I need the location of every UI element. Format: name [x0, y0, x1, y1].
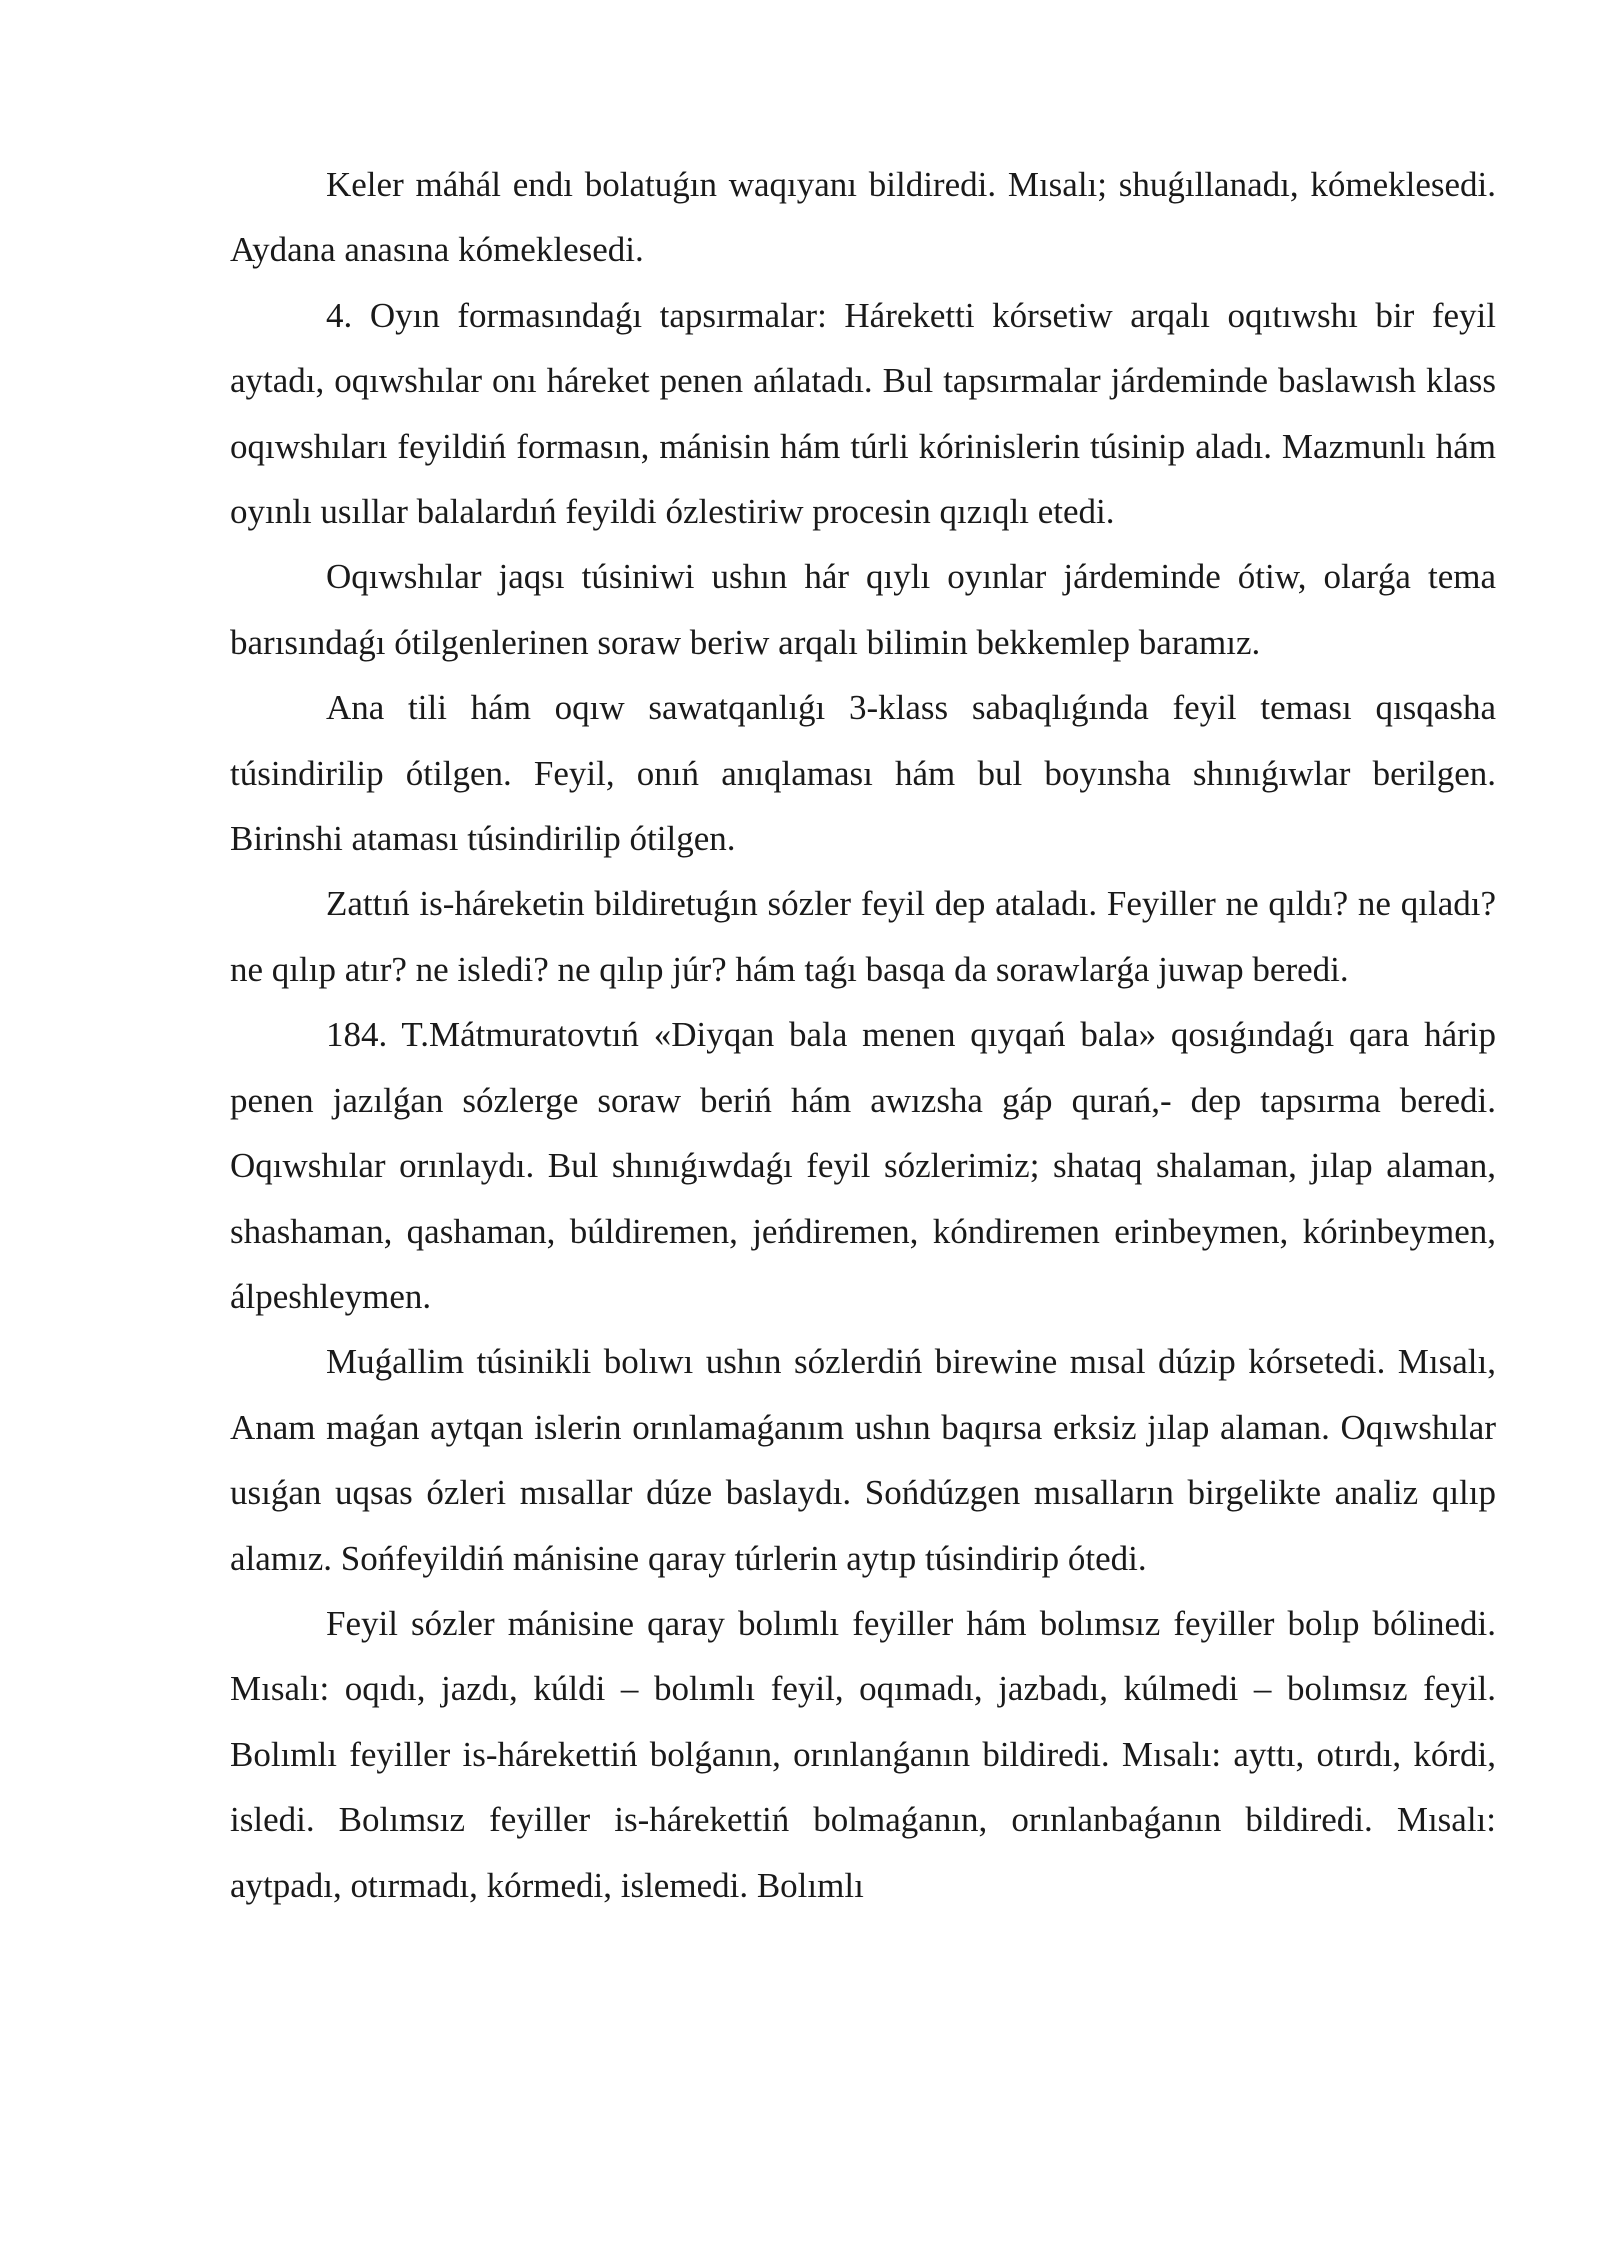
paragraph-verb-definition: Zattıń is-háreketin bildiretuǵın sózler feyil dep ataladı. Feyiller ne qıldı? ne qıladı? ne qılıp atır? ne isledi? ne qılıp júr? hám taǵı basqa da sorawlarǵa juwap beredi.: [230, 884, 1496, 989]
document-page: [230, 152, 1496, 1918]
paragraph-positive-negative-verbs: Feyil sózler mánisine qaray bolımlı feyiller hám bolımsız feyiller bolıp bólinedi. Mısalı: oqıdı, jazdı, kúldi – bolımlı feyil, oqımadı, jazbadı, kúlmedi – bolımsız feyil. Bolımlı feyiller is-hárekettiń bolǵanın, orınlanǵanın bildiredi. Mısalı: ayttı, otırdı, kórdi, isledi. Bolımsız feyiller is-hárekettiń bolmaǵanın, orınlanbaǵanın bildiredi. Mısalı: aytpadı, otırmadı, kórmedi, islemedi. Bolımlı: [230, 1603, 1496, 1905]
paragraph-exercise-184: 184. T.Mátmuratovtıń «Diyqan bala menen qıyqań bala» qosıǵındaǵı qara hárip penen jazılǵan sózlerge soraw beriń hám awızsha gáp qurań,- dep tapsırma beredi. Oqıwshılar orınlaydı. Bul shınıǵıwdaǵı feyil sózlerimiz; shataq shalaman, jılap alaman, shashaman, qashaman, búldiremen, jeńdiremen, kóndiremen erinbeymen, kórinbeymen, álpeshleymen.: [230, 1015, 1496, 1316]
paragraph-textbook: Ana tili hám oqıw sawatqanlıǵı 3-klass sabaqlıǵında feyil teması qısqasha túsindirilip ótilgen. Feyil, onıń anıqlaması hám bul boyınsha shınıǵıwlar berilgen. Birinshi ataması túsindirilip ótilgen.: [230, 688, 1496, 859]
paragraph-future-tense: Keler máhál endı bolatuǵın waqıyanı bildiredi. Mısalı; shuǵıllanadı, kómeklesedi. Aydana anasına kómeklesedi.: [230, 165, 1496, 270]
paragraph-game-tasks: 4. Oyın formasındaǵı tapsırmalar: Háreketti kórsetiw arqalı oqıtıwshı bir feyil aytadı, oqıwshılar onı háreket penen ańlatadı. Bul tapsırmalar járdeminde baslawısh klass oqıwshıları feyildiń formasın, mánisin hám túrli kórinislerin túsinip aladı. Mazmunlı hám oyınlı usıllar balalardıń feyildi ózlestiriw procesin qızıqlı etedi.: [230, 295, 1496, 532]
paragraph-teacher-example: Muǵallim túsinikli bolıwı ushın sózlerdiń birewine mısal dúzip kórsetedi. Mısalı, Anam maǵan aytqan islerin orınlamaǵanım ushın baqırsa erksiz jılap alaman. Oqıwshılar usıǵan uqsas ózleri mısallar dúze baslaydı. Sońdúzgen mısalların birgelikte analiz qılıp alamız. Sońfeyildiń mánisine qaray túrlerin aytıp túsindirip ótedi.: [230, 1342, 1496, 1578]
paragraph-games-review: Oqıwshılar jaqsı túsiniwi ushın hár qıylı oyınlar járdeminde ótiw, olarǵa tema barısındaǵı ótilgenlerinen soraw beriw arqalı bilimin bekkemlep baramız.: [230, 557, 1496, 662]
